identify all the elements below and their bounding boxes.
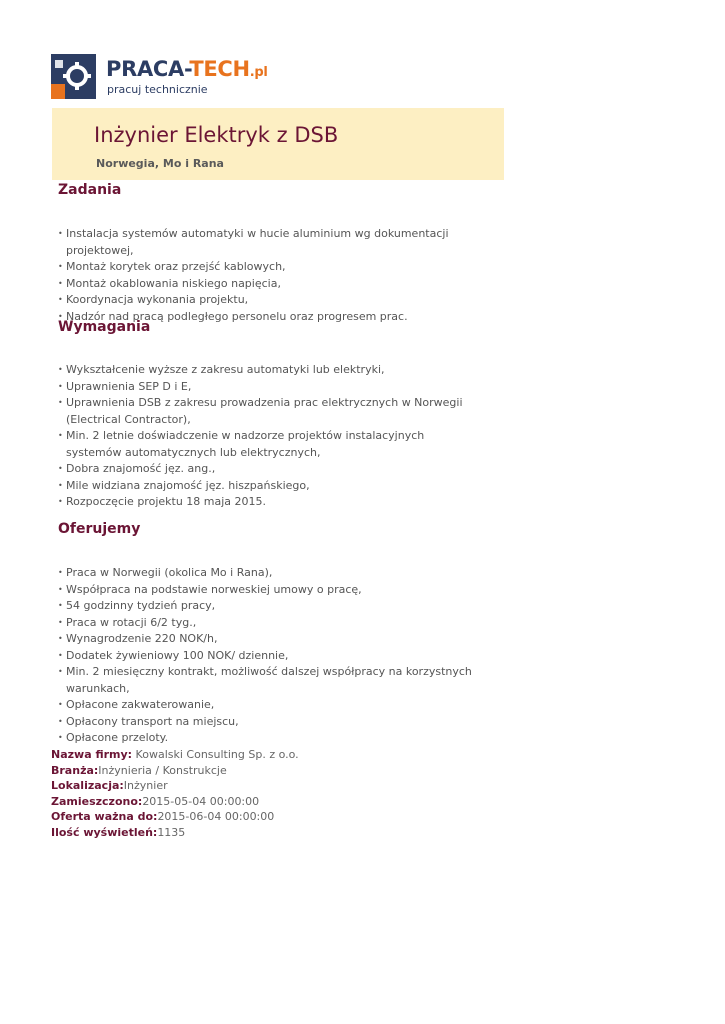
meta-label: Branża: xyxy=(51,763,99,777)
list-item: • Uprawnienia SEP D i E, xyxy=(58,379,478,396)
site-logo[interactable] xyxy=(51,54,266,100)
list-item: • Opłacony transport na miejscu, xyxy=(58,714,508,731)
meta-value: Inżynieria / Konstrukcje xyxy=(98,763,227,777)
list-item: • Montaż korytek oraz przejść kablowych, xyxy=(58,259,498,276)
meta-value: 2015-05-04 00:00:00 xyxy=(142,794,260,808)
meta-valid-until xyxy=(51,809,299,825)
meta-label: Oferta ważna do: xyxy=(51,810,158,823)
logo-brand-part2: TECH xyxy=(189,57,250,81)
meta-company xyxy=(51,747,299,763)
list-item: • Mile widziana znajomość jęz. hiszpańskiego, xyxy=(58,478,478,495)
list-item: • Praca w rotacji 6/2 tyg., xyxy=(58,615,508,632)
list-item: • Opłacone zakwaterowanie, xyxy=(58,697,508,714)
oferujemy-list xyxy=(58,565,508,747)
job-meta xyxy=(51,747,299,840)
meta-industry xyxy=(51,763,299,779)
meta-posted xyxy=(51,794,299,810)
logo-tagline: pracuj technicznie xyxy=(107,83,208,96)
logo-brand-suffix: .pl xyxy=(249,65,268,80)
list-item: • Rozpoczęcie projektu 18 maja 2015. xyxy=(58,494,478,511)
list-item: • Uprawnienia DSB z zakresu prowadzenia prac elektrycznych w Norwegii (Electrical Contractor), xyxy=(58,395,478,428)
meta-views xyxy=(51,825,299,841)
list-item: • Dodatek żywieniowy 100 NOK/ dziennie, xyxy=(58,648,508,665)
meta-value: 1135 xyxy=(157,825,186,839)
gear-logo-icon xyxy=(51,54,96,99)
meta-label: Nazwa firmy: xyxy=(51,748,133,761)
meta-location xyxy=(51,778,299,794)
section-title-wymagania: Wymagania xyxy=(58,319,151,335)
job-location: Norwegia, Mo i Rana xyxy=(96,157,224,170)
section-title-zadania: Zadania xyxy=(58,182,122,198)
list-item: • Montaż okablowania niskiego napięcia, xyxy=(58,276,498,293)
list-item: • Współpraca na podstawie norweskiej umowy o pracę, xyxy=(58,582,508,599)
list-item: • Dobra znajomość jęz. ang., xyxy=(58,461,478,478)
meta-value: Inżynier xyxy=(123,779,168,792)
job-title: Inżynier Elektryk z DSB xyxy=(94,123,339,147)
meta-label: Zamieszczono: xyxy=(51,794,143,808)
list-item: • Min. 2 miesięczny kontrakt, możliwość dalszej współpracy na korzystnych warunkach, xyxy=(58,664,508,697)
list-item: • Wynagrodzenie 220 NOK/h, xyxy=(58,631,508,648)
list-item: • Wykształcenie wyższe z zakresu automatyki lub elektryki, xyxy=(58,362,478,379)
zadania-list xyxy=(58,226,498,325)
job-header xyxy=(52,108,504,180)
list-item: • Opłacone przeloty. xyxy=(58,730,508,747)
meta-label: Lokalizacja: xyxy=(51,779,124,792)
logo-brand-part1: PRACA- xyxy=(106,57,190,81)
logo-brand-text xyxy=(106,56,268,86)
meta-value: Kowalski Consulting Sp. z o.o. xyxy=(132,748,299,761)
section-title-oferujemy: Oferujemy xyxy=(58,521,141,537)
wymagania-list xyxy=(58,362,478,511)
list-item: • Praca w Norwegii (okolica Mo i Rana), xyxy=(58,565,508,582)
list-item: • Koordynacja wykonania projektu, xyxy=(58,292,498,309)
meta-value: 2015-06-04 00:00:00 xyxy=(157,810,275,823)
list-item: • Instalacja systemów automatyki w hucie aluminium wg dokumentacji projektowej, xyxy=(58,226,498,259)
list-item: • Nadzór nad pracą podległego personelu oraz progresem prac. xyxy=(58,309,498,326)
meta-label: Ilość wyświetleń: xyxy=(51,825,158,839)
list-item: • 54 godzinny tydzień pracy, xyxy=(58,598,508,615)
list-item: • Min. 2 letnie doświadczenie w nadzorze projektów instalacyjnych systemów automatycznych lub elektrycznych, xyxy=(58,428,478,461)
